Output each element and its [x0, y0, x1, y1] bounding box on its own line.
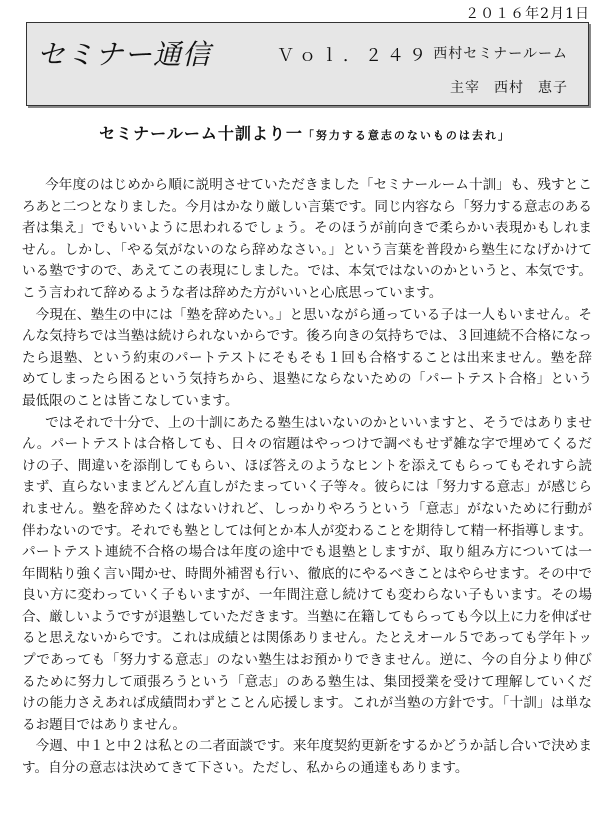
host-surname: 西村: [494, 80, 524, 96]
article-heading: [0, 121, 610, 144]
article-subtitle: 「努力する意志のないものは去れ」: [302, 129, 511, 142]
organization-name: 西村セミナールーム: [433, 46, 568, 62]
newsletter-title: セミナー通信: [37, 38, 212, 71]
paragraph-3: ではそれで十分で、上の十訓にあたる塾生はいないのかといいますと、そうではありません。パートテストは合格しても、日々の宿題はやっつけで調べもせず雑な字で埋めてくるだけの子、間違いを添削してもらい、ほぼ答えのようなヒントを添えてもらってもそれすら読まず、直らないままどんどん直しがたまっていく子等々。彼らには「努力する意志」が感じられません。塾を辞めたくはないけれど、しっかりやろうという「意志」がないために行動が伴わないのです。それでも塾としては何とか本人が変わることを期待して精一杯指導します。パートテスト連続不合格の場合は年度の途中でも退塾としますが、取り組み方については一年間粘り強く言い聞かせ、時間外補習も行い、徹底的にやるべきことはやらせます。その中で良い方に変わっていく子もいますが、一年間注意し続けても変わらない子もいます。その場合、厳しいようですが退塾していただきます。当塾に在籍してもらっても今以上に力を伸ばせると思えないからです。これは成績とは関係ありません。たとえオール５であっても学年トップであっても「努力する意志」のない塾生はお預かりできません。逆に、今の自分より伸びるために努力して頑張ろうという「意志」のある塾生は、集団授業を受けて理解していくだけの能力さえあれば成績問わずとことん応援します。これが当塾の方針です。「十訓」は単なるお題目ではありません。: [22, 414, 592, 733]
host-given-name: 恵子: [538, 80, 568, 96]
volume-number: Ｖｏｌ．２４９: [277, 46, 431, 66]
issue-date: ２０１６年2月1日: [465, 6, 590, 22]
paragraph-4: 今週、中１と中２は私との二者面談です。来年度契約更新をするかどうか話し合いで決めます。自分の意志は決めてきて下さい。ただし、私からの通達もあります。: [22, 738, 592, 777]
article-title: セミナールーム十訓より一: [99, 124, 303, 143]
host-line: [450, 77, 568, 97]
article-body: [22, 175, 592, 780]
masthead-box: [26, 22, 589, 106]
host-role: 主宰: [450, 80, 480, 96]
paragraph-2: 今現在、塾生の中には「塾を辞めたい。」と思いながら通っている子は一人もいません。そんな気持ちでは当塾は続けられないからです。後ろ向きの気持ちでは、３回連続不合格になったら退塾、という約束のパートテストにそもそも１回も合格することは出来ません。塾を辞めてしまったら困るという気持ちから、退塾にならないための「パートテスト合格」という最低限のことは皆こなしています。: [22, 306, 592, 409]
paragraph-1: 今年度のはじめから順に説明させていただきました「セミナールーム十訓」も、残すところあと二つとなりました。今月はかなり厳しい言葉です。同じ内容なら「努力する意志のある者は集え」でもいいように思われるでしょう。そのほうが前向きで柔らかい表現かもしれません。しかし、「やる気がないのなら辞めなさい。」という言葉を普段から塾生になげかけている塾ですので、あえてこの表現にしました。では、本気ではないのかというと、本気です。こう言われて辞めるような者は辞めた方がいいと心底思っています。: [22, 177, 592, 301]
